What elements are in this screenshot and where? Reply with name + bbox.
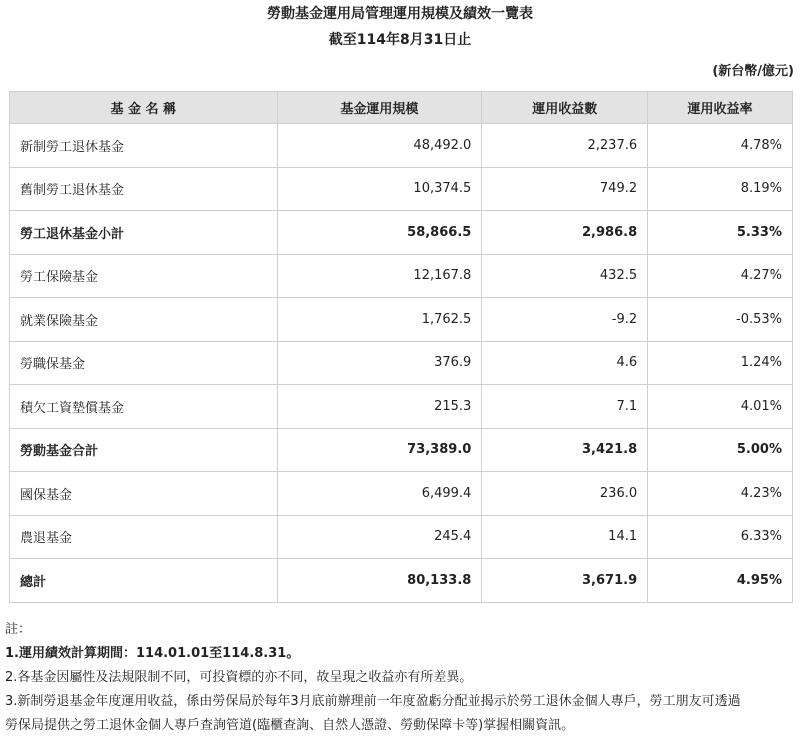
fund-name-cell: 國保基金: [10, 472, 278, 516]
fund-scale-cell: 1,762.5: [277, 298, 482, 342]
fund-scale-cell: 245.4: [277, 515, 482, 559]
table-row: [10, 298, 793, 342]
fund-name-cell: 就業保險基金: [10, 298, 278, 342]
header-fund-scale: 基金運用規模: [277, 92, 482, 124]
return-rate-cell: 4.78%: [648, 124, 793, 168]
fund-scale-cell: 48,492.0: [277, 124, 482, 168]
return-rate-cell: -0.53%: [648, 298, 793, 342]
table-body: [10, 124, 793, 603]
fund-name-cell: 積欠工資墊償基金: [10, 385, 278, 429]
fund-name-cell: 勞工退休基金小計: [10, 211, 278, 255]
income-cell: 236.0: [482, 472, 648, 516]
table-row: [10, 515, 793, 559]
income-cell: -9.2: [482, 298, 648, 342]
table-row: [10, 167, 793, 211]
return-rate-cell: 5.00%: [648, 428, 793, 472]
header-return-rate: 運用收益率: [648, 92, 793, 124]
table-row: [10, 341, 793, 385]
notes: [5, 618, 741, 738]
return-rate-cell: 4.27%: [648, 254, 793, 298]
fund-scale-cell: 80,133.8: [277, 559, 482, 603]
income-cell: 432.5: [482, 254, 648, 298]
note-3-line-2: 勞保局提供之勞工退休金個人專戶查詢管道(臨櫃查詢、自然人憑證、勞動保障卡等)掌握相關資訊。: [5, 718, 575, 733]
fund-scale-cell: 215.3: [277, 385, 482, 429]
return-rate-cell: 8.19%: [648, 167, 793, 211]
table-row: [10, 472, 793, 516]
income-cell: 7.1: [482, 385, 648, 429]
page-title: 勞動基金運用局管理運用規模及績效一覽表: [267, 6, 533, 22]
header-fund-name: 基 金 名 稱: [10, 92, 278, 124]
fund-scale-cell: 6,499.4: [277, 472, 482, 516]
fund-name-cell: 新制勞工退休基金: [10, 124, 278, 168]
fund-name-cell: 農退基金: [10, 515, 278, 559]
table-row: [10, 385, 793, 429]
income-cell: 749.2: [482, 167, 648, 211]
income-cell: 4.6: [482, 341, 648, 385]
return-rate-cell: 4.95%: [648, 559, 793, 603]
return-rate-cell: 5.33%: [648, 211, 793, 255]
table-row: [10, 211, 793, 255]
return-rate-cell: 4.23%: [648, 472, 793, 516]
income-cell: 14.1: [482, 515, 648, 559]
notes-label: 註：: [5, 622, 32, 637]
return-rate-cell: 1.24%: [648, 341, 793, 385]
income-cell: 2,986.8: [482, 211, 648, 255]
fund-table: [9, 91, 793, 603]
fund-name-cell: 勞動基金合計: [10, 428, 278, 472]
fund-scale-cell: 12,167.8: [277, 254, 482, 298]
fund-scale-cell: 376.9: [277, 341, 482, 385]
note-1: 1.運用績效計算期間：114.01.01至114.8.31。: [5, 646, 300, 661]
return-rate-cell: 6.33%: [648, 515, 793, 559]
fund-name-cell: 總計: [10, 559, 278, 603]
table-row: [10, 124, 793, 168]
header-income: 運用收益數: [482, 92, 648, 124]
note-3-line-1: 3.新制勞退基金年度運用收益，係由勞保局於每年3月底前辦理前一年度盈虧分配並揭示於勞工退休金個人專戶，勞工朋友可透過: [5, 694, 741, 709]
table-row: [10, 254, 793, 298]
return-rate-cell: 4.01%: [648, 385, 793, 429]
table-row: [10, 559, 793, 603]
page-subtitle: 截至114年8月31日止: [328, 32, 472, 48]
income-cell: 3,671.9: [482, 559, 648, 603]
table-row: [10, 428, 793, 472]
fund-scale-cell: 73,389.0: [277, 428, 482, 472]
income-cell: 2,237.6: [482, 124, 648, 168]
fund-scale-cell: 10,374.5: [277, 167, 482, 211]
fund-name-cell: 勞工保險基金: [10, 254, 278, 298]
fund-scale-cell: 58,866.5: [277, 211, 482, 255]
note-2: 2.各基金因屬性及法規限制不同，可投資標的亦不同，故呈現之收益亦有所差異。: [5, 670, 473, 685]
table-header-row: [10, 92, 793, 124]
income-cell: 3,421.8: [482, 428, 648, 472]
fund-name-cell: 舊制勞工退休基金: [10, 167, 278, 211]
currency-unit: (新台幣/億元): [712, 64, 794, 79]
fund-name-cell: 勞職保基金: [10, 341, 278, 385]
